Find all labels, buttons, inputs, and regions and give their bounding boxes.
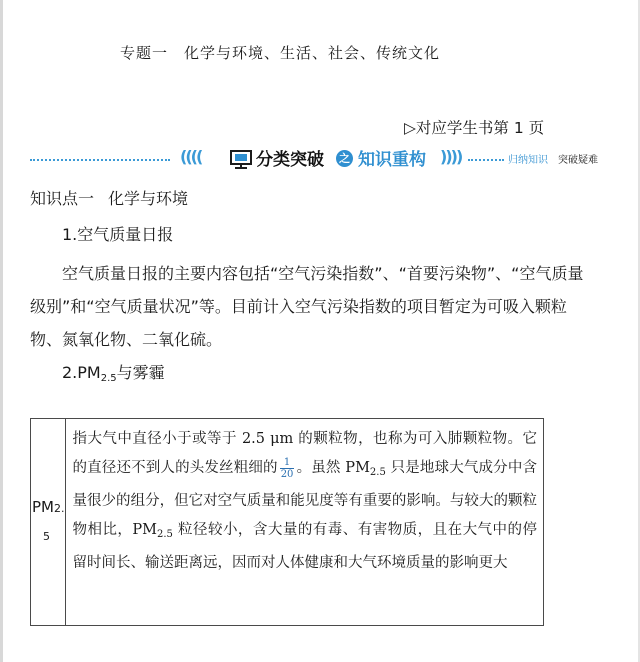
term-label: [31, 498, 65, 546]
page-left-edge: [0, 0, 3, 662]
term-cell: [31, 419, 66, 626]
desc-part-3: 只是地球大气成分中含量很少的组分，但它对空气质量和能见度等有重要的影响。与较大的颗粒物相比，PM: [72, 460, 537, 538]
topic-title: 化学与环境、生活、社会、传统文化: [184, 44, 441, 62]
banner-title-left: 分类突破: [256, 150, 324, 170]
fraction-denominator: 20: [280, 468, 294, 480]
paragraph-air-quality: [30, 257, 590, 356]
term-main: PM: [32, 498, 54, 516]
knowledge-point-heading: [30, 186, 188, 209]
kp-label: 知识点一: [30, 189, 95, 208]
fraction-numerator: 1: [280, 457, 295, 469]
page-reference: ▷对应学生书第 1 页: [404, 119, 545, 137]
desc-part-1: 指大气中直径小于或等于 2.5 μm 的颗粒物，也称为可入肺颗粒物。它的直径还不到人的头发丝粗细的: [72, 431, 537, 476]
banner-dotted-line-right: [468, 159, 504, 161]
desc-part-2: 。虽然 PM: [296, 460, 370, 476]
item2-prefix: 2.PM: [62, 363, 101, 382]
summary-link[interactable]: 归纳知识: [508, 155, 548, 166]
chevrons-right-icon: )))): [440, 147, 462, 166]
item2-subscript: 2.5: [100, 373, 117, 384]
table-row: [31, 419, 544, 626]
banner-dotted-line-left: [30, 159, 170, 161]
breakthrough-link[interactable]: 突破疑难: [558, 155, 598, 166]
item2-suffix: 与雾霾: [116, 363, 165, 382]
desc-subscript-1: 2.5: [369, 467, 386, 478]
chevrons-left-icon: ((((: [180, 147, 202, 166]
item-heading-1: 1.空气质量日报: [62, 225, 174, 244]
kp-title: 化学与环境: [108, 189, 189, 208]
banner-title-right: 知识重构: [358, 150, 426, 170]
item-heading-2: [62, 360, 165, 384]
desc-part-4: 粒径较小，含大量的有毒、有害物质，且在大气中的停留时间长、输送距离远，因而对人体健康和大气环境质量的影响更大: [72, 522, 537, 571]
banner-connector-badge: 之: [336, 150, 353, 167]
chapter-title: [120, 42, 440, 63]
description-cell: [65, 419, 544, 626]
book-icon: [230, 148, 252, 170]
topic-label: 专题一: [120, 44, 169, 62]
definition-table: [30, 418, 544, 626]
paragraph-text: 空气质量日报的主要内容包括“空气污染指数”、“首要污染物”、“空气质量级别”和“空气质量状况”等。目前计入空气污染指数的项目暂定为可吸入颗粒物、氮氧化物、二氧化硫。: [30, 264, 584, 349]
fraction-one-twentieth: [280, 457, 295, 480]
term-sub-1: 2.: [54, 502, 65, 515]
section-banner: [30, 145, 610, 173]
desc-subscript-2: 2.5: [157, 529, 173, 540]
definition-text: [73, 425, 538, 578]
term-sub-2: 5: [43, 530, 50, 543]
